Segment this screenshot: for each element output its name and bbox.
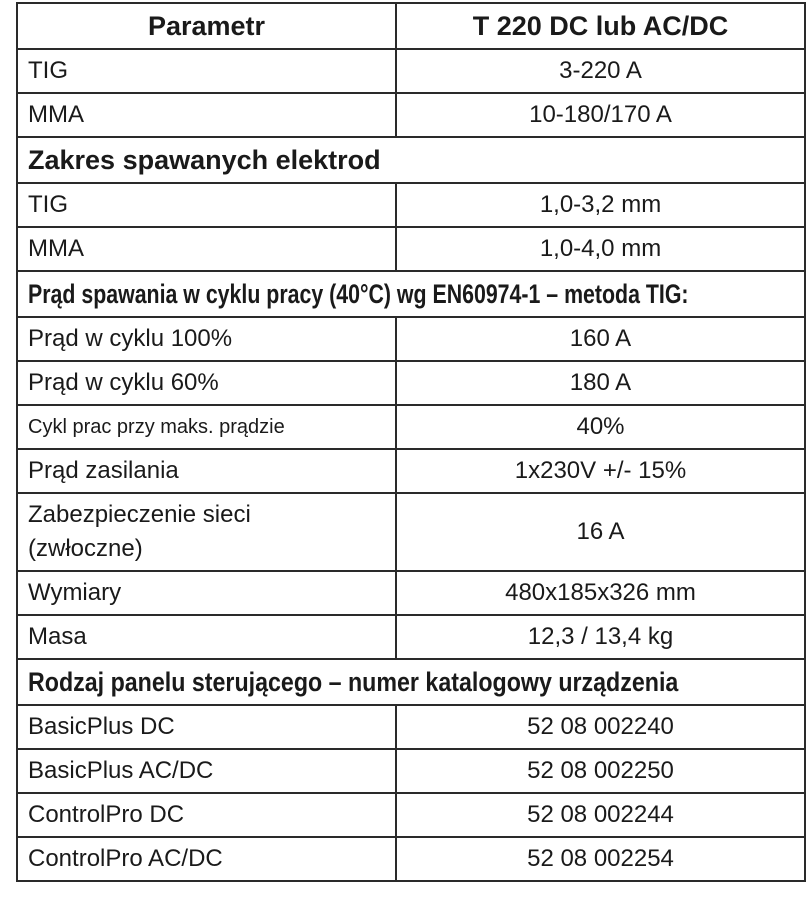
row-value: 3-220 A <box>396 49 805 93</box>
header-param: Parametr <box>17 3 396 49</box>
table-row <box>17 405 805 449</box>
table-row <box>17 571 805 615</box>
row-value: 1,0-4,0 mm <box>396 227 805 271</box>
table-row <box>17 705 805 749</box>
table-row <box>17 49 805 93</box>
row-label: Prąd w cyklu 100% <box>17 317 396 361</box>
section-header <box>17 137 805 183</box>
row-value: 480x185x326 mm <box>396 571 805 615</box>
table-row <box>17 183 805 227</box>
table-row <box>17 615 805 659</box>
table-row <box>17 749 805 793</box>
row-label: Prąd w cyklu 60% <box>17 361 396 405</box>
row-value: 52 08 002244 <box>396 793 805 837</box>
row-value: 10-180/170 A <box>396 93 805 137</box>
row-label: Zabezpieczenie sieci <box>28 501 251 528</box>
table-row <box>17 449 805 493</box>
row-label: TIG <box>17 183 396 227</box>
row-label: ControlPro DC <box>17 793 396 837</box>
section-header <box>17 659 805 705</box>
row-label: MMA <box>17 93 396 137</box>
table-row <box>17 317 805 361</box>
table-row <box>17 837 805 881</box>
row-value: 180 A <box>396 361 805 405</box>
row-label-2: (zwłoczne) <box>28 535 143 562</box>
row-value: 160 A <box>396 317 805 361</box>
row-value: 52 08 002240 <box>396 705 805 749</box>
section-current: Prąd spawania w cyklu pracy (40°C) wg EN60974-1 – metoda TIG: <box>28 278 689 309</box>
row-value: 12,3 / 13,4 kg <box>396 615 805 659</box>
row-label: BasicPlus AC/DC <box>17 749 396 793</box>
row-label: MMA <box>17 227 396 271</box>
row-label: Prąd zasilania <box>17 449 396 493</box>
spec-table <box>16 2 806 882</box>
row-label: BasicPlus DC <box>17 705 396 749</box>
table-row <box>17 493 805 571</box>
row-label: ControlPro AC/DC <box>17 837 396 881</box>
row-value: 52 08 002254 <box>396 837 805 881</box>
row-value: 52 08 002250 <box>396 749 805 793</box>
row-label: TIG <box>17 49 396 93</box>
section-electrodes: Zakres spawanych elektrod <box>17 137 805 183</box>
table-row <box>17 227 805 271</box>
row-label: Cykl prac przy maks. prądzie <box>17 405 396 449</box>
table-row <box>17 361 805 405</box>
row-value: 40% <box>396 405 805 449</box>
table-row <box>17 793 805 837</box>
section-header <box>17 271 805 317</box>
table-header <box>17 3 805 49</box>
row-value: 1,0-3,2 mm <box>396 183 805 227</box>
row-value: 1x230V +/- 15% <box>396 449 805 493</box>
row-value: 16 A <box>396 493 805 571</box>
row-label: Masa <box>17 615 396 659</box>
section-panel: Rodzaj panelu sterującego – numer katalogowy urządzenia <box>28 666 679 697</box>
table-row <box>17 93 805 137</box>
row-label: Wymiary <box>17 571 396 615</box>
header-model: T 220 DC lub AC/DC <box>396 3 805 49</box>
